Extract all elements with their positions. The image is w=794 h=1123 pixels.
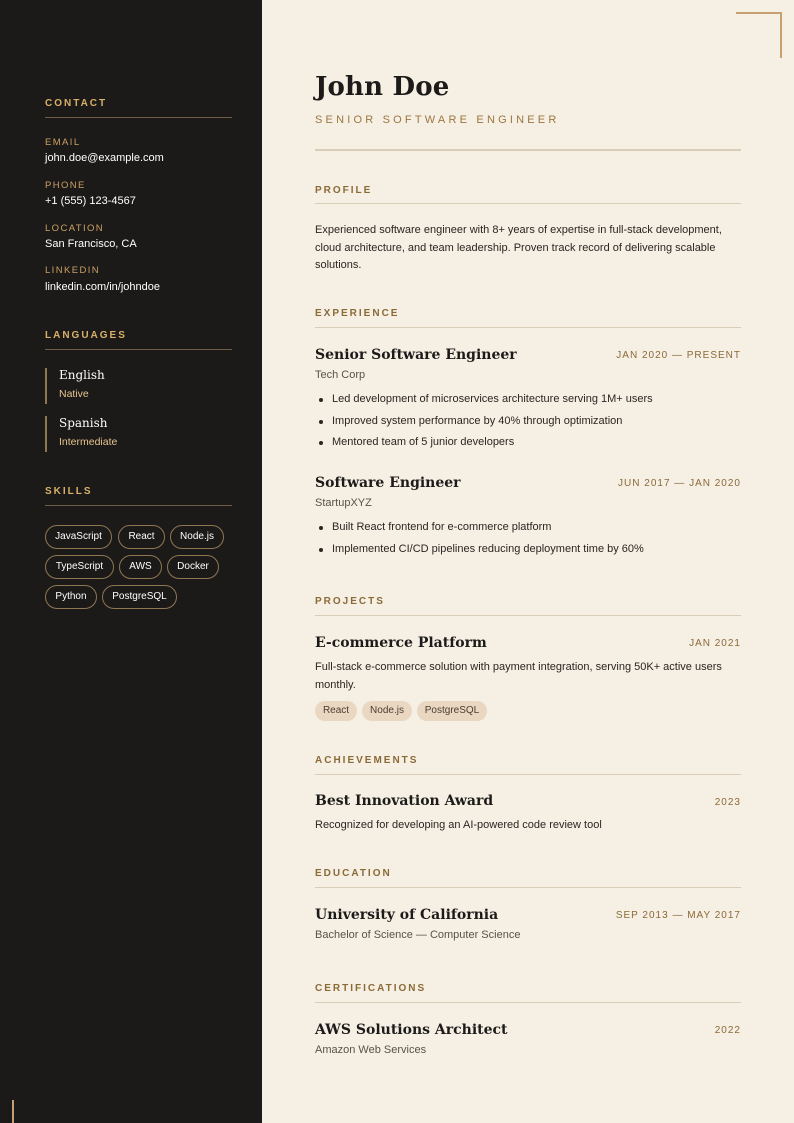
project-name: E-commerce Platform (315, 635, 487, 651)
experience-company: StartupXYZ (315, 497, 372, 509)
achievement-description: Recognized for developing an AI-powered code review tool (315, 819, 602, 831)
candidate-name: John Doe (315, 72, 450, 102)
experience-dates: JUN 2017 — JAN 2020 (618, 478, 741, 489)
certification-issuer: Amazon Web Services (315, 1044, 427, 1056)
corner-decoration (736, 12, 782, 58)
language-item (45, 416, 225, 452)
experience-bullet: Led development of microservices architecture serving 1M+ users (332, 393, 653, 405)
language-level: Intermediate (59, 436, 118, 448)
linkedin-value[interactable]: linkedin.com/in/johndoe (45, 281, 160, 293)
email-label: EMAIL (45, 137, 81, 148)
certification-date: 2022 (714, 1025, 741, 1036)
skill-tag: PostgreSQL (102, 585, 177, 609)
achievements-divider (315, 774, 741, 775)
profile-text: Experienced software engineer with 8+ years of expertise in full-stack development, cloud architecture, and team leadership. Proven track record of delivering scalable solutions. (315, 224, 722, 271)
certifications-divider (315, 1002, 741, 1003)
language-item (45, 368, 225, 404)
experience-bullet: Mentored team of 5 junior developers (332, 436, 515, 448)
contact-heading: CONTACT (45, 98, 108, 109)
contact-divider (45, 117, 232, 118)
experience-bullet: Built React frontend for e-commerce platform (332, 521, 552, 533)
skill-tag: JavaScript (45, 525, 112, 549)
achievements-heading: ACHIEVEMENTS (315, 755, 419, 766)
projects-heading: PROJECTS (315, 596, 385, 607)
phone-label: PHONE (45, 180, 86, 191)
skill-tag: Docker (167, 555, 219, 579)
skill-tag: TypeScript (45, 555, 114, 579)
profile-divider (315, 203, 741, 204)
experience-bullet: Improved system performance by 40% through optimization (332, 415, 623, 427)
education-degree: Bachelor of Science — Computer Science (315, 929, 521, 941)
certifications-heading: CERTIFICATIONS (315, 983, 427, 994)
projects-divider (315, 615, 741, 616)
languages-divider (45, 349, 232, 350)
linkedin-label: LINKEDIN (45, 265, 101, 276)
certification-name: AWS Solutions Architect (315, 1022, 508, 1038)
education-school: University of California (315, 907, 499, 923)
skills-divider (45, 505, 232, 506)
achievement-name: Best Innovation Award (315, 793, 494, 809)
experience-divider (315, 327, 741, 328)
phone-value[interactable]: +1 (555) 123-4567 (45, 195, 136, 207)
header-divider (315, 149, 741, 151)
location-value: San Francisco, CA (45, 238, 137, 250)
experience-bullet: Implemented CI/CD pipelines reducing deployment time by 60% (332, 543, 644, 555)
experience-heading: EXPERIENCE (315, 308, 400, 319)
location-label: LOCATION (45, 223, 105, 234)
experience-role: Software Engineer (315, 475, 461, 491)
project-tag: React (315, 701, 357, 721)
project-description: Full-stack e-commerce solution with payment integration, serving 50K+ active users monthly. (315, 661, 722, 691)
sidebar (0, 0, 262, 1123)
achievement-date: 2023 (714, 797, 741, 808)
education-dates: SEP 2013 — MAY 2017 (615, 910, 741, 921)
project-tag: PostgreSQL (417, 701, 487, 721)
language-name: Spanish (59, 416, 108, 430)
project-tag: Node.js (362, 701, 412, 721)
language-level: Native (59, 388, 89, 400)
education-heading: EDUCATION (315, 868, 392, 879)
project-date: JAN 2021 (689, 638, 741, 649)
profile-heading: PROFILE (315, 185, 373, 196)
skill-tag: AWS (119, 555, 162, 579)
education-divider (315, 887, 741, 888)
skill-tag: React (118, 525, 165, 549)
email-value[interactable]: john.doe@example.com (45, 152, 164, 164)
language-name: English (59, 368, 105, 382)
experience-company: Tech Corp (315, 369, 366, 381)
candidate-title: SENIOR SOFTWARE ENGINEER (315, 114, 560, 126)
corner-decoration (12, 1100, 14, 1123)
skills-heading: SKILLS (45, 486, 93, 497)
experience-role: Senior Software Engineer (315, 347, 517, 363)
languages-heading: LANGUAGES (45, 330, 127, 341)
skill-tag: Node.js (170, 525, 224, 549)
skill-tag: Python (45, 585, 97, 609)
experience-dates: JAN 2020 — PRESENT (616, 350, 741, 361)
